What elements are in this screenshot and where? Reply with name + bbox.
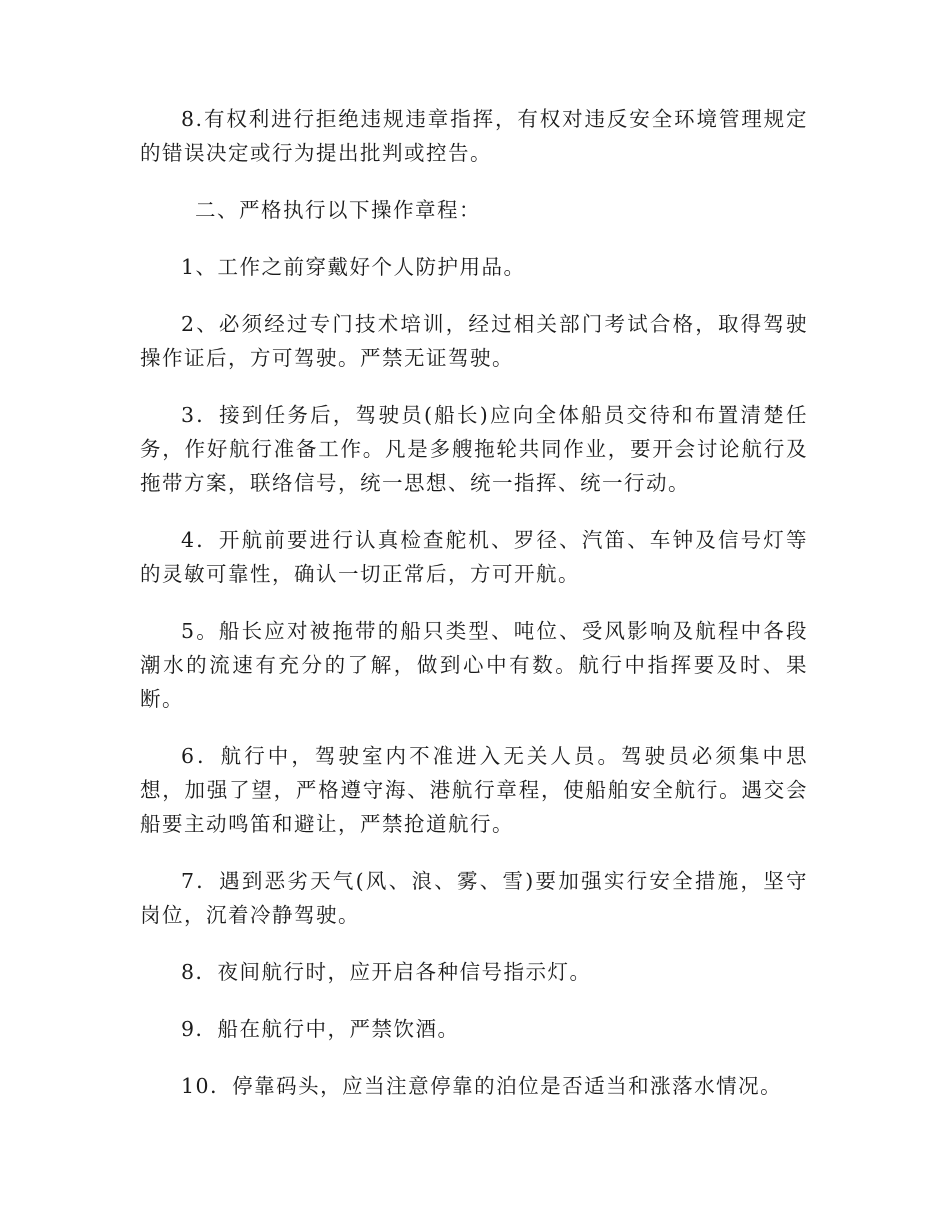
- section-heading-operating-rules: 二、严格执行以下操作章程：: [195, 198, 481, 222]
- paragraph-item-5: 5。船长应对被拖带的船只类型、吨位、受风影响及航程中各段潮水的流速有充分的了解，做到心中有数。航行中指挥要及时、果断。: [140, 619, 808, 711]
- paragraph-item-2: 2、必须经过专门技术培训，经过相关部门考试合格，取得驾驶操作证后，方可驾驶。严禁无证驾驶。: [140, 312, 808, 370]
- paragraph-item-10: 10．停靠码头，应当注意停靠的泊位是否适当和涨落水情况。: [181, 1074, 783, 1098]
- paragraph-item-3: 3．接到任务后，驾驶员(船长)应向全体船员交待和布置清楚任务，作好航行准备工作。凡是多艘拖轮共同作业，要开会讨论航行及拖带方案，联络信号，统一思想、统一指挥、统一行动。: [140, 403, 808, 495]
- paragraph-rule-8-rights: 8.有权利进行拒绝违规违章指挥，有权对违反安全环境管理规定的错误决定或行为提出批判或控告。: [140, 107, 808, 165]
- paragraph-item-4: 4．开航前要进行认真检查舵机、罗径、汽笛、车钟及信号灯等的灵敏可靠性，确认一切正常后，方可开航。: [140, 528, 808, 586]
- paragraph-item-1: 1、工作之前穿戴好个人防护用品。: [181, 255, 526, 279]
- paragraph-item-8: 8．夜间航行时，应开启各种信号指示灯。: [181, 960, 592, 984]
- paragraph-item-9: 9．船在航行中，严禁饮酒。: [181, 1017, 460, 1041]
- document-body: [140, 102, 808, 1126]
- paragraph-item-6: 6．航行中，驾驶室内不准进入无关人员。驾驶员必须集中思想，加强了望，严格遵守海、港航行章程，使船舶安全航行。遇交会船要主动鸣笛和避让，严禁抢道航行。: [140, 744, 808, 836]
- paragraph-item-7: 7．遇到恶劣天气(风、浪、雾、雪)要加强实行安全措施，坚守岗位，沉着冷静驾驶。: [140, 869, 808, 927]
